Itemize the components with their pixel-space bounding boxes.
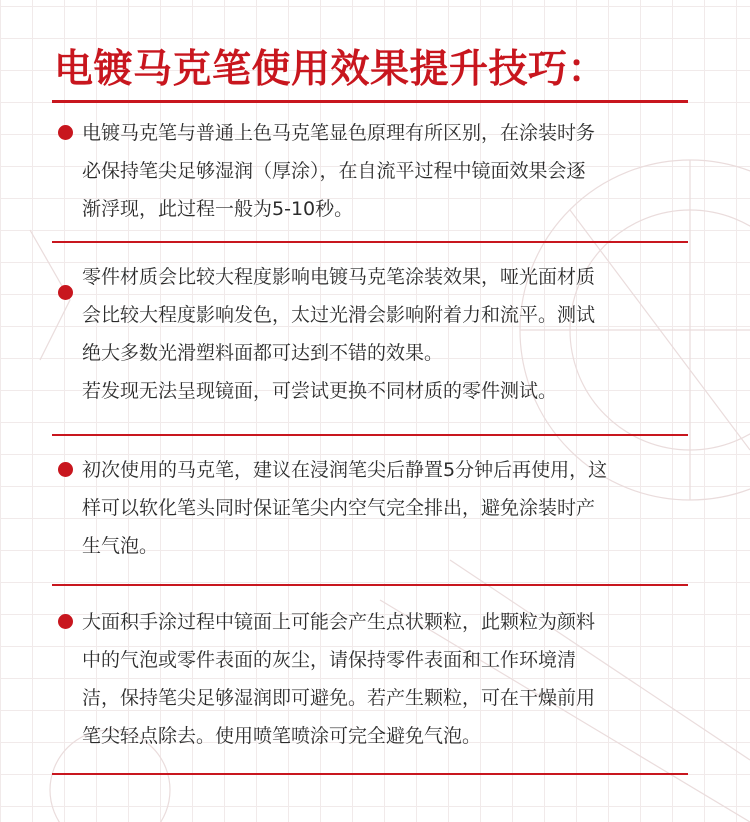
tip-line: 渐浮现，此过程一般为5-10秒。	[82, 198, 354, 220]
tip-line: 电镀马克笔与普通上色马克笔显色原理有所区别，在涂装时务	[82, 122, 596, 144]
tip-line: 样可以软化笔头同时保证笔尖内空气完全排出，避免涂装时产	[82, 497, 596, 519]
tip-line: 洁，保持笔尖足够湿润即可避免。若产生颗粒，可在干燥前用	[82, 687, 596, 709]
tip-text	[82, 258, 688, 410]
tip-line: 中的气泡或零件表面的灰尘，请保持零件表面和工作环境清	[82, 649, 577, 671]
tip-line: 绝大多数光滑塑料面都可达到不错的效果。	[82, 342, 444, 364]
tip-text	[82, 451, 688, 565]
tip-line: 大面积手涂过程中镜面上可能会产生点状颗粒，此颗粒为颜料	[82, 611, 596, 633]
bullet-icon	[58, 285, 73, 300]
tip-line: 笔尖轻点除去。使用喷笔喷涂可完全避免气泡。	[82, 725, 482, 747]
tip-item-2	[52, 258, 688, 410]
tip-line: 零件材质会比较大程度影响电镀马克笔涂装效果，哑光面材质	[82, 266, 596, 288]
divider	[52, 434, 688, 436]
title-underline	[52, 100, 688, 103]
tip-line: 生气泡。	[82, 535, 159, 557]
tip-item-3	[52, 451, 688, 565]
bullet-icon	[58, 125, 73, 140]
divider	[52, 773, 688, 775]
tip-item-1	[52, 114, 688, 228]
bullet-icon	[58, 614, 73, 629]
divider	[52, 241, 688, 243]
tip-item-4	[52, 603, 688, 755]
tip-line: 初次使用的马克笔，建议在浸润笔尖后静置5分钟后再使用，这	[82, 459, 608, 481]
tip-line: 若发现无法呈现镜面，可尝试更换不同材质的零件测试。	[82, 380, 558, 402]
tip-text	[82, 603, 688, 755]
page-title: 电镀马克笔使用效果提升技巧：	[54, 47, 608, 92]
tip-text	[82, 114, 688, 228]
bullet-icon	[58, 462, 73, 477]
tip-line: 必保持笔尖足够湿润（厚涂），在自流平过程中镜面效果会逐	[82, 160, 586, 182]
divider	[52, 584, 688, 586]
tip-line: 会比较大程度影响发色，太过光滑会影响附着力和流平。测试	[82, 304, 596, 326]
